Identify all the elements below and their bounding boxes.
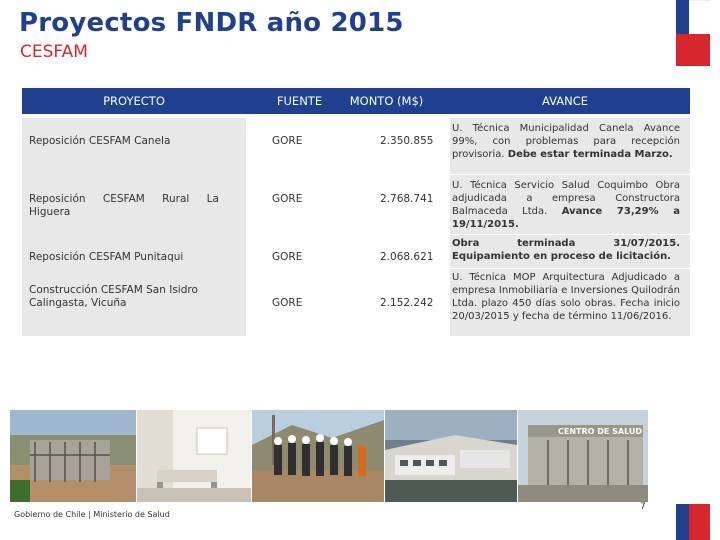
row-divider (450, 174, 690, 175)
table-row-1-proyecto: Reposición CESFAM Canela (29, 135, 171, 147)
table-row-2-avance: U. Técnica Servicio Salud Coquimbo Obra adjudicada a empresa Constructora Balmaceda Ltda. Avance 73,29% a 19/11/2015. (452, 180, 680, 230)
table-row-4-fuente: GORE (272, 297, 303, 309)
table-row-2-fuente: GORE (272, 193, 303, 205)
health-center-photo (518, 410, 648, 502)
table-row-1-avance: U. Técnica Municipalidad Canela Avance 99%, con problemas para recepción provisoria. Debe estar terminada Marzo. (452, 123, 680, 160)
chile-flag-top (676, 0, 710, 66)
page-subtitle: CESFAM (20, 42, 88, 62)
building-render-photo (385, 410, 517, 502)
header-monto: MONTO (M$) (333, 88, 440, 114)
header-proyecto: PROYECTO (22, 88, 246, 114)
table-row-1-monto: 2.350.855 (380, 135, 434, 147)
table-row-4-proyecto: Construcción CESFAM San Isidro Calingasta, Vicuña (29, 284, 198, 309)
interior-photo (137, 410, 251, 502)
page-title: Proyectos FNDR año 2015 (19, 8, 404, 38)
chile-flag-bottom (676, 504, 710, 540)
photo-strip (10, 410, 648, 502)
table-row-4-avance: U. Técnica MOP Arquitectura Adjudicado a empresa Inmobiliaria e Inversiones Quilodrán Ltda. plazo 450 días solo obras. Fecha inicio 20/03/2015 y fecha de término 11/06/2016. (452, 272, 680, 322)
table-row-2-monto: 2.768.741 (380, 193, 434, 205)
table-row-3-fuente: GORE (272, 251, 303, 263)
table-row-1-fuente: GORE (272, 135, 303, 147)
page-number: 7 (640, 502, 646, 512)
footer-ministry: Gobierno de Chile | Ministerio de Salud (14, 510, 170, 519)
table-row-3-proyecto: Reposición CESFAM Punitaqui (29, 251, 184, 263)
sign-text: CENTRO DE SALUD (558, 427, 643, 436)
table-row-3-avance: Obra terminada 31/07/2015. Equipamiento en proceso de licitación. (452, 238, 680, 262)
table-row-4-monto: 2.152.242 (380, 297, 434, 309)
group-photo (252, 410, 384, 502)
header-fuente: FUENTE (246, 88, 353, 114)
table-row-2-proyecto: Reposición CESFAM Rural La Higuera (29, 193, 219, 218)
header-avance: AVANCE (440, 88, 690, 114)
row-divider (450, 268, 690, 269)
row-divider (450, 234, 690, 235)
table-row-3-monto: 2.068.621 (380, 251, 434, 263)
construction-photo (10, 410, 136, 502)
